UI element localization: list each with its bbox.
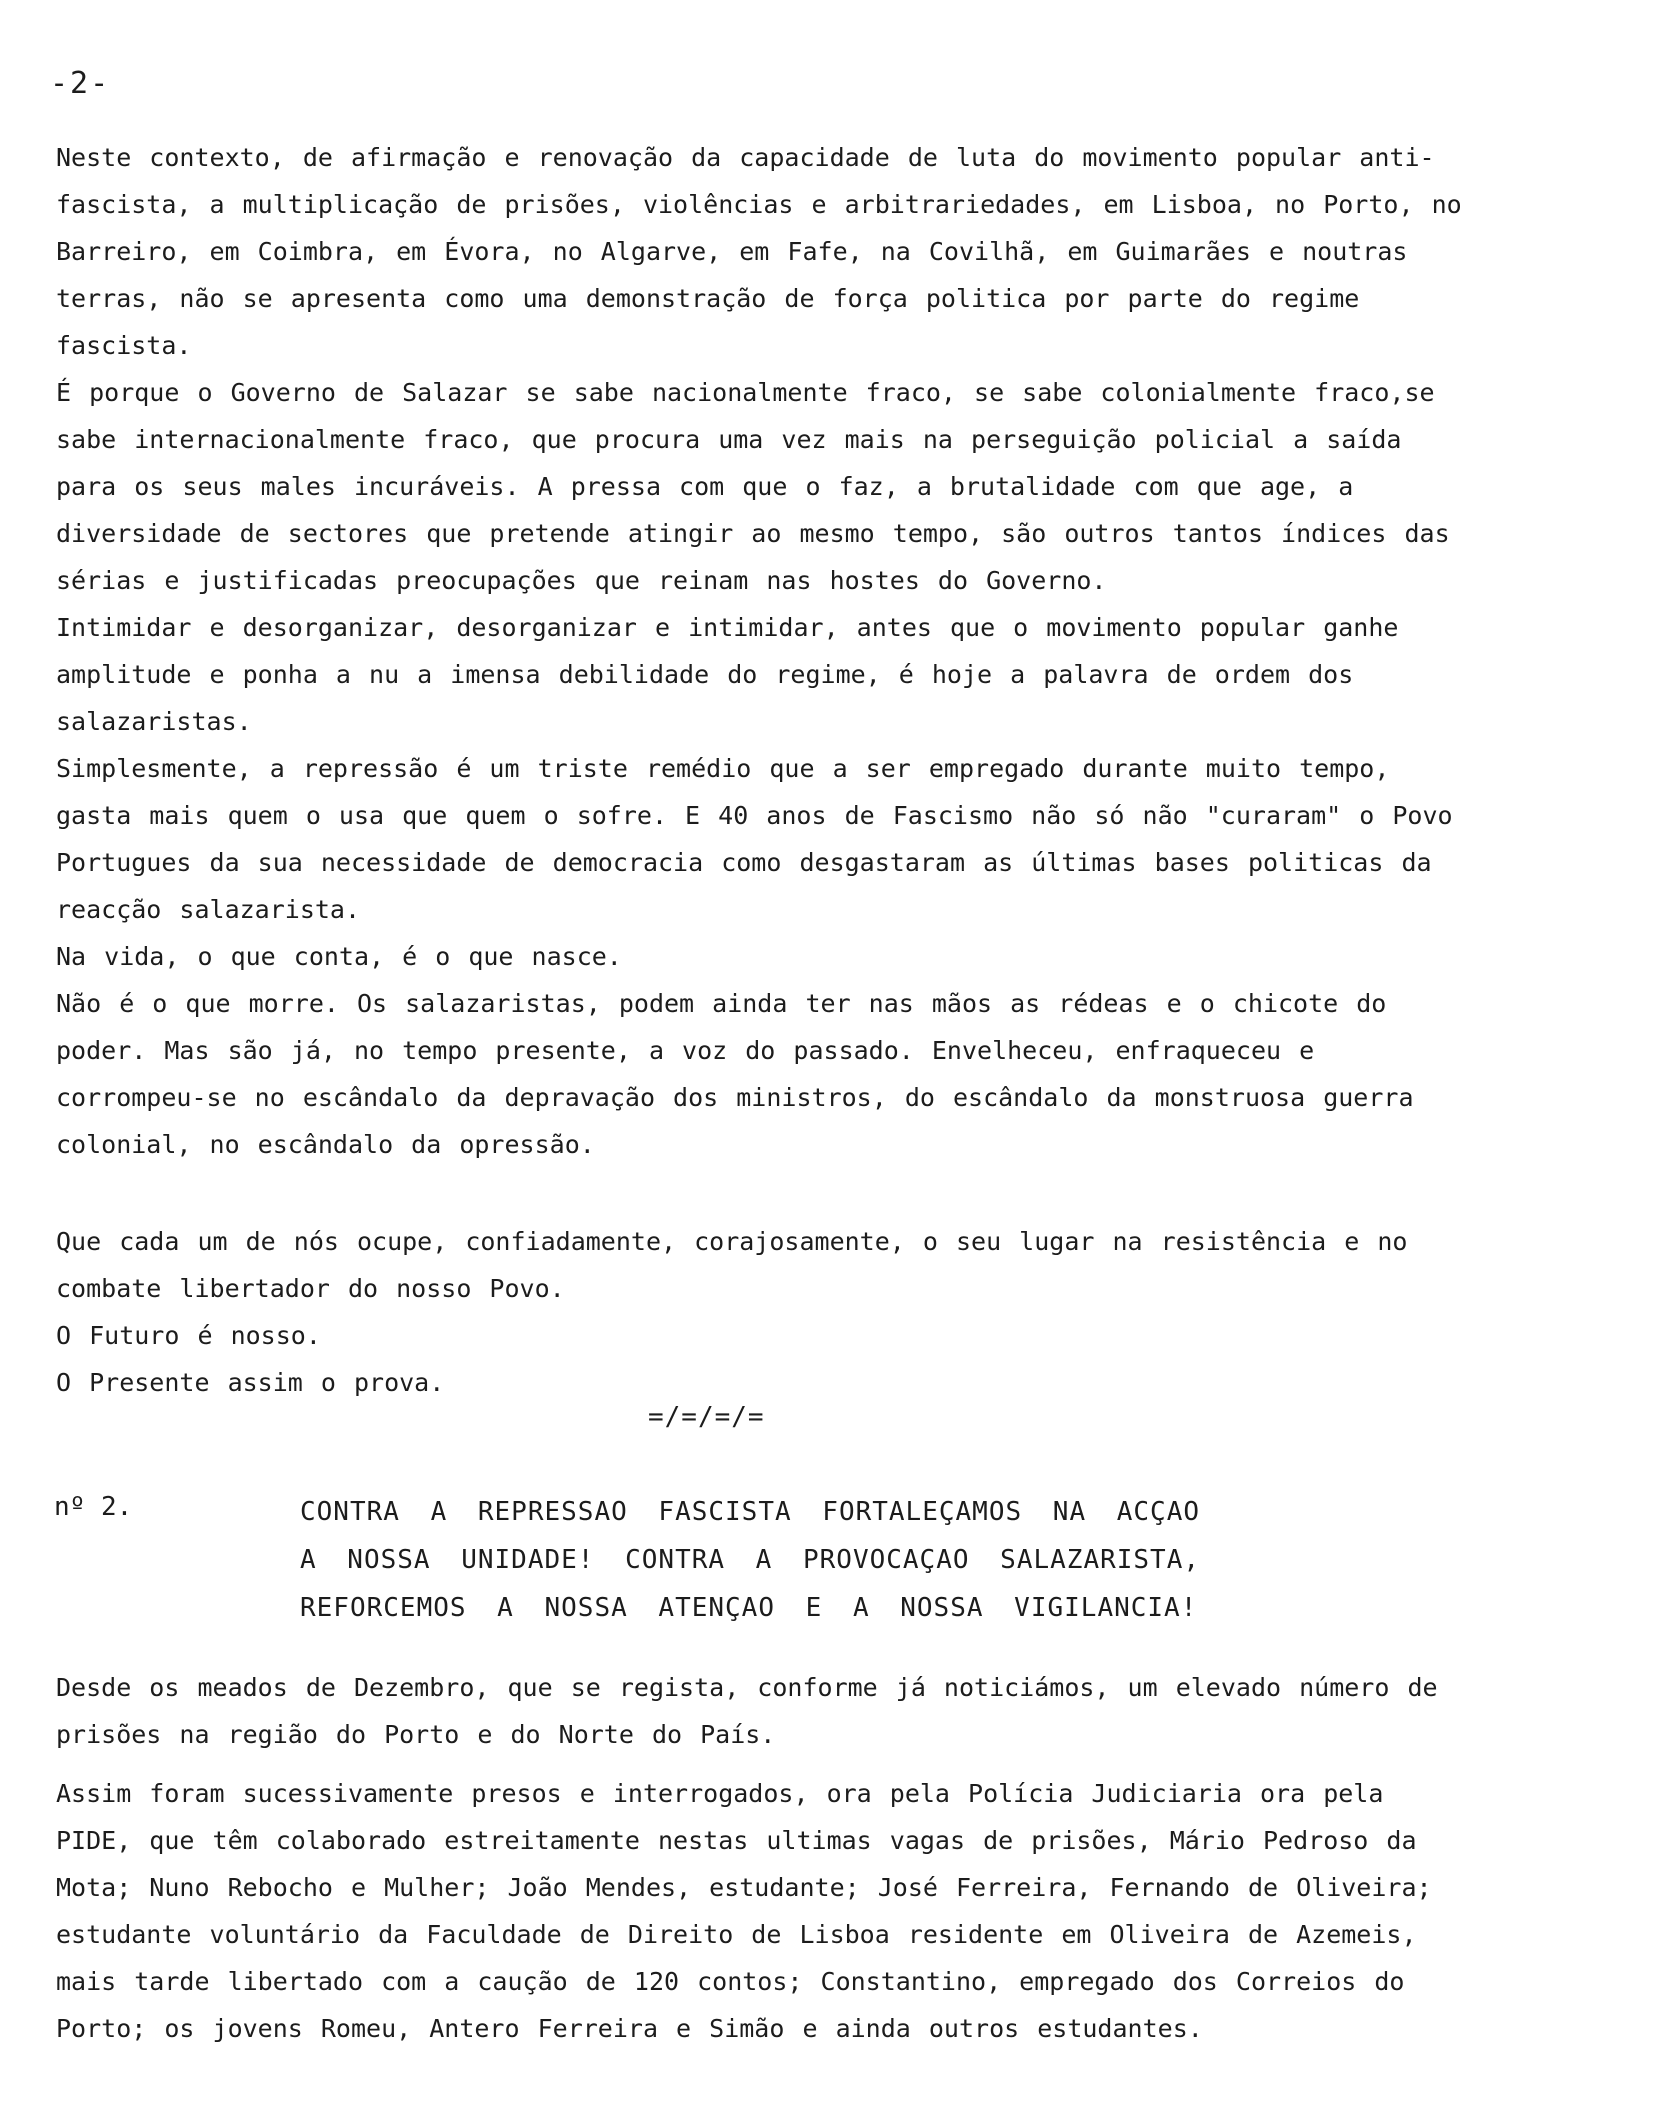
body-section-1 [56, 134, 1476, 1168]
paragraph: Não é o que morre. Os salazaristas, podem ainda ter nas mãos as rédeas e o chicote do poder. Mas são já, no tempo presente, a voz do passado. Envelheceu, enfraqueceu e corrompeu-se no escândalo da depravação dos ministros, do escândalo da monstruosa guerra colonial, no escândalo da opressão. [56, 989, 1414, 1159]
paragraph: Na vida, o que conta, é o que nasce. [56, 942, 622, 971]
paragraph: Assim foram sucessivamente presos e interrogados, ora pela Polícia Judiciaria ora pela PIDE, que têm colaborado estreitamente nestas ultimas vagas de prisões, Mário Pedroso da Mota; Nuno Rebocho e Mulher; João Mendes, estudante; José Ferreira, Fernando de Oliveira; estudante voluntário da Faculdade de Direito de Lisboa residente em Oliveira de Azemeis, mais tarde libertado com a caução de 120 contos; Constantino, empregado dos Correios do Porto; os jovens Romeu, Antero Ferreira e Simão e ainda outros estudantes. [56, 1779, 1432, 2043]
heading-line: CONTRA A REPRESSAO FASCISTA FORTALEÇAMOS NA ACÇAO [300, 1497, 1201, 1527]
paragraph: Intimidar e desorganizar, desorganizar e intimidar, antes que o movimento popular ganhe amplitude e ponha a nu a imensa debilidade do regime, é hoje a palavra de ordem dos salazaristas. [56, 613, 1399, 736]
body-section-2 [56, 1218, 1476, 1406]
page-number: -2- [50, 66, 111, 101]
heading-line: REFORCEMOS A NOSSA ATENÇAO E A NOSSA VIGILANCIA! [300, 1593, 1198, 1623]
body-section-3 [56, 1664, 1476, 2052]
paragraph: Desde os meados de Dezembro, que se regista, conforme já noticiámos, um elevado número de prisões na região do Porto e do Norte do País. [56, 1673, 1438, 1749]
paragraph: Simplesmente, a repressão é um triste remédio que a ser empregado durante muito tempo, gasta mais quem o usa que quem o sofre. E 40 anos de Fascismo não só não "curaram" o Povo Portugues da sua necessidade de democracia como desgastaram as últimas bases politicas da reacção salazarista. [56, 754, 1453, 924]
heading-line: A NOSSA UNIDADE! CONTRA A PROVOCAÇAO SALAZARISTA, [300, 1545, 1201, 1575]
paragraph: O Futuro é nosso. [56, 1321, 321, 1350]
paragraph: Que cada um de nós ocupe, confiadamente, corajosamente, o seu lugar na resistência e no combate libertador do nosso Povo. [56, 1227, 1408, 1303]
section-separator: =/=/=/= [648, 1402, 765, 1432]
section-heading [300, 1488, 1300, 1632]
paragraph: Neste contexto, de afirmação e renovação da capacidade de luta do movimento popular anti-fascista, a multiplicação de prisões, violências e arbitrariedades, em Lisboa, no Porto, no Barreiro, em Coimbra, em Évora, no Algarve, em Fafe, na Covilhã, em Guimarães e noutras terras, não se apresenta como uma demonstração de força politica por parte do regime fascista. [56, 143, 1462, 360]
paragraph: O Presente assim o prova. [56, 1368, 445, 1397]
paragraph: É porque o Governo de Salazar se sabe nacionalmente fraco, se sabe colonialmente fraco,se sabe internacionalmente fraco, que procura uma vez mais na perseguição policial a saída para os seus males incuráveis. A pressa com que o faz, a brutalidade com que age, a diversidade de sectores que pretende atingir ao mesmo tempo, são outros tantos índices das sérias e justificadas preocupações que reinam nas hostes do Governo. [56, 378, 1450, 595]
item-number: nº 2. [54, 1492, 133, 1522]
